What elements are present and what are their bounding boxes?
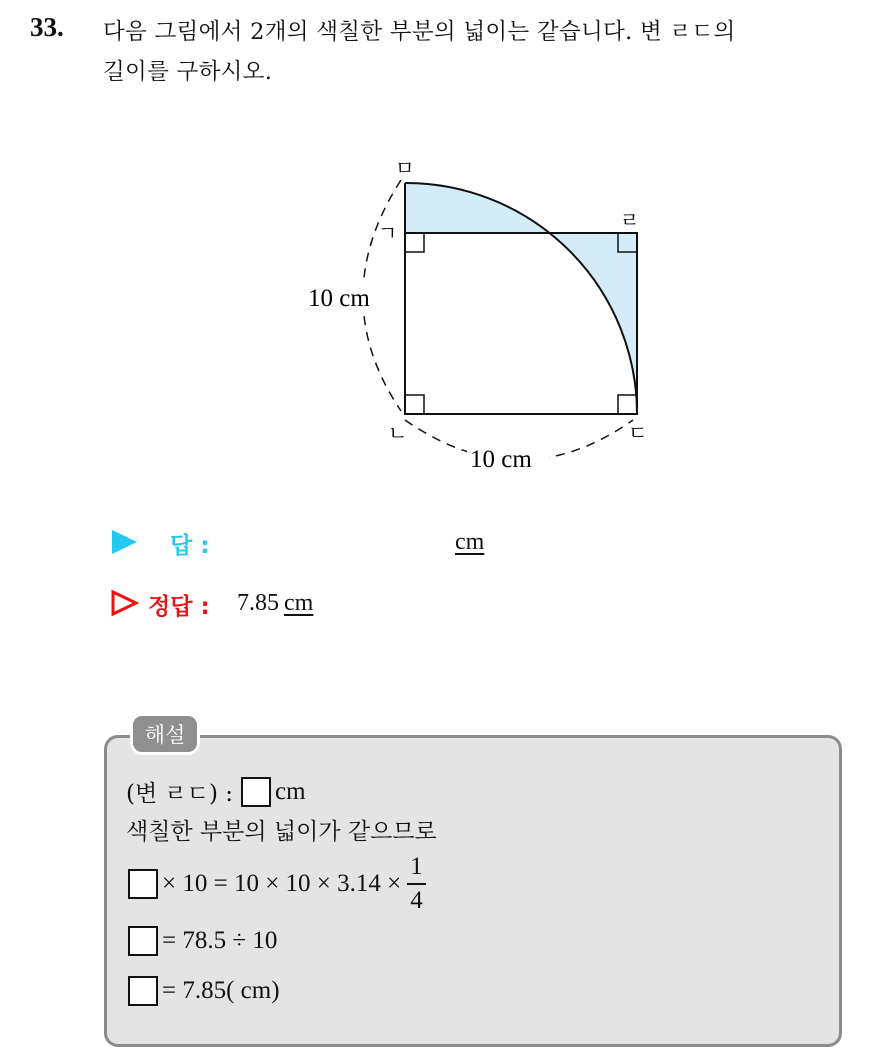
label-d: ㄹ: [620, 208, 640, 232]
correct-answer-label: 정답 :: [148, 594, 210, 620]
solution-equation-3: [126, 976, 280, 1006]
blank-square: [128, 926, 158, 956]
solution-unit: cm: [274, 777, 306, 805]
question-text-line2: 길이를 구하시오.: [103, 59, 273, 85]
correct-marker-icon: [110, 588, 140, 618]
solution-equation-2: [126, 926, 277, 956]
fraction-numerator: 1: [407, 853, 426, 885]
geometry-figure: [0, 0, 884, 500]
shaded-region-right: [548, 233, 637, 414]
blank-square: [128, 869, 158, 899]
correct-answer-value: 7.85: [237, 590, 279, 616]
question-number: 33.: [30, 12, 64, 42]
base-length-label: 10 cm: [470, 446, 532, 473]
solution-line-1: [126, 775, 306, 808]
fraction-denominator: 4: [410, 886, 423, 914]
label-a: ㄱ: [378, 221, 398, 245]
answer-label: 답 :: [170, 533, 210, 559]
answer-marker-icon: [110, 527, 140, 557]
equation-2-text: = 78.5 ÷ 10: [162, 927, 278, 954]
right-angle-mark-b: [405, 395, 424, 414]
label-c: ㄷ: [628, 421, 648, 445]
right-angle-mark-a: [405, 233, 424, 252]
question-text-line1: 다음 그림에서 2개의 색칠한 부분의 넓이는 같습니다. 변 ㄹㄷ의: [103, 19, 736, 45]
equation-1-text: × 10 = 10 × 10 × 3.14 ×: [162, 869, 402, 897]
solution-line-2: 색칠한 부분의 넓이가 같으므로: [126, 819, 437, 845]
correct-answer-row: [110, 588, 370, 622]
blank-square: [128, 976, 158, 1006]
solution-side-label: (변 ㄹㄷ) :: [126, 781, 233, 807]
radius-length-label: 10 cm: [308, 285, 370, 312]
solution-equation-1: [126, 853, 426, 914]
solution-badge: 해설: [130, 713, 200, 755]
blank-square: [241, 777, 271, 807]
right-angle-mark-c: [618, 395, 637, 414]
shaded-region-top: [405, 183, 548, 233]
correct-answer-unit: cm: [284, 590, 314, 616]
answer-row: [110, 527, 530, 561]
label-b: ㄴ: [388, 421, 408, 445]
answer-unit: cm: [455, 529, 485, 555]
fraction: [407, 853, 426, 914]
label-e: ㅁ: [395, 156, 415, 180]
equation-3-text: = 7.85( cm): [162, 977, 280, 1004]
